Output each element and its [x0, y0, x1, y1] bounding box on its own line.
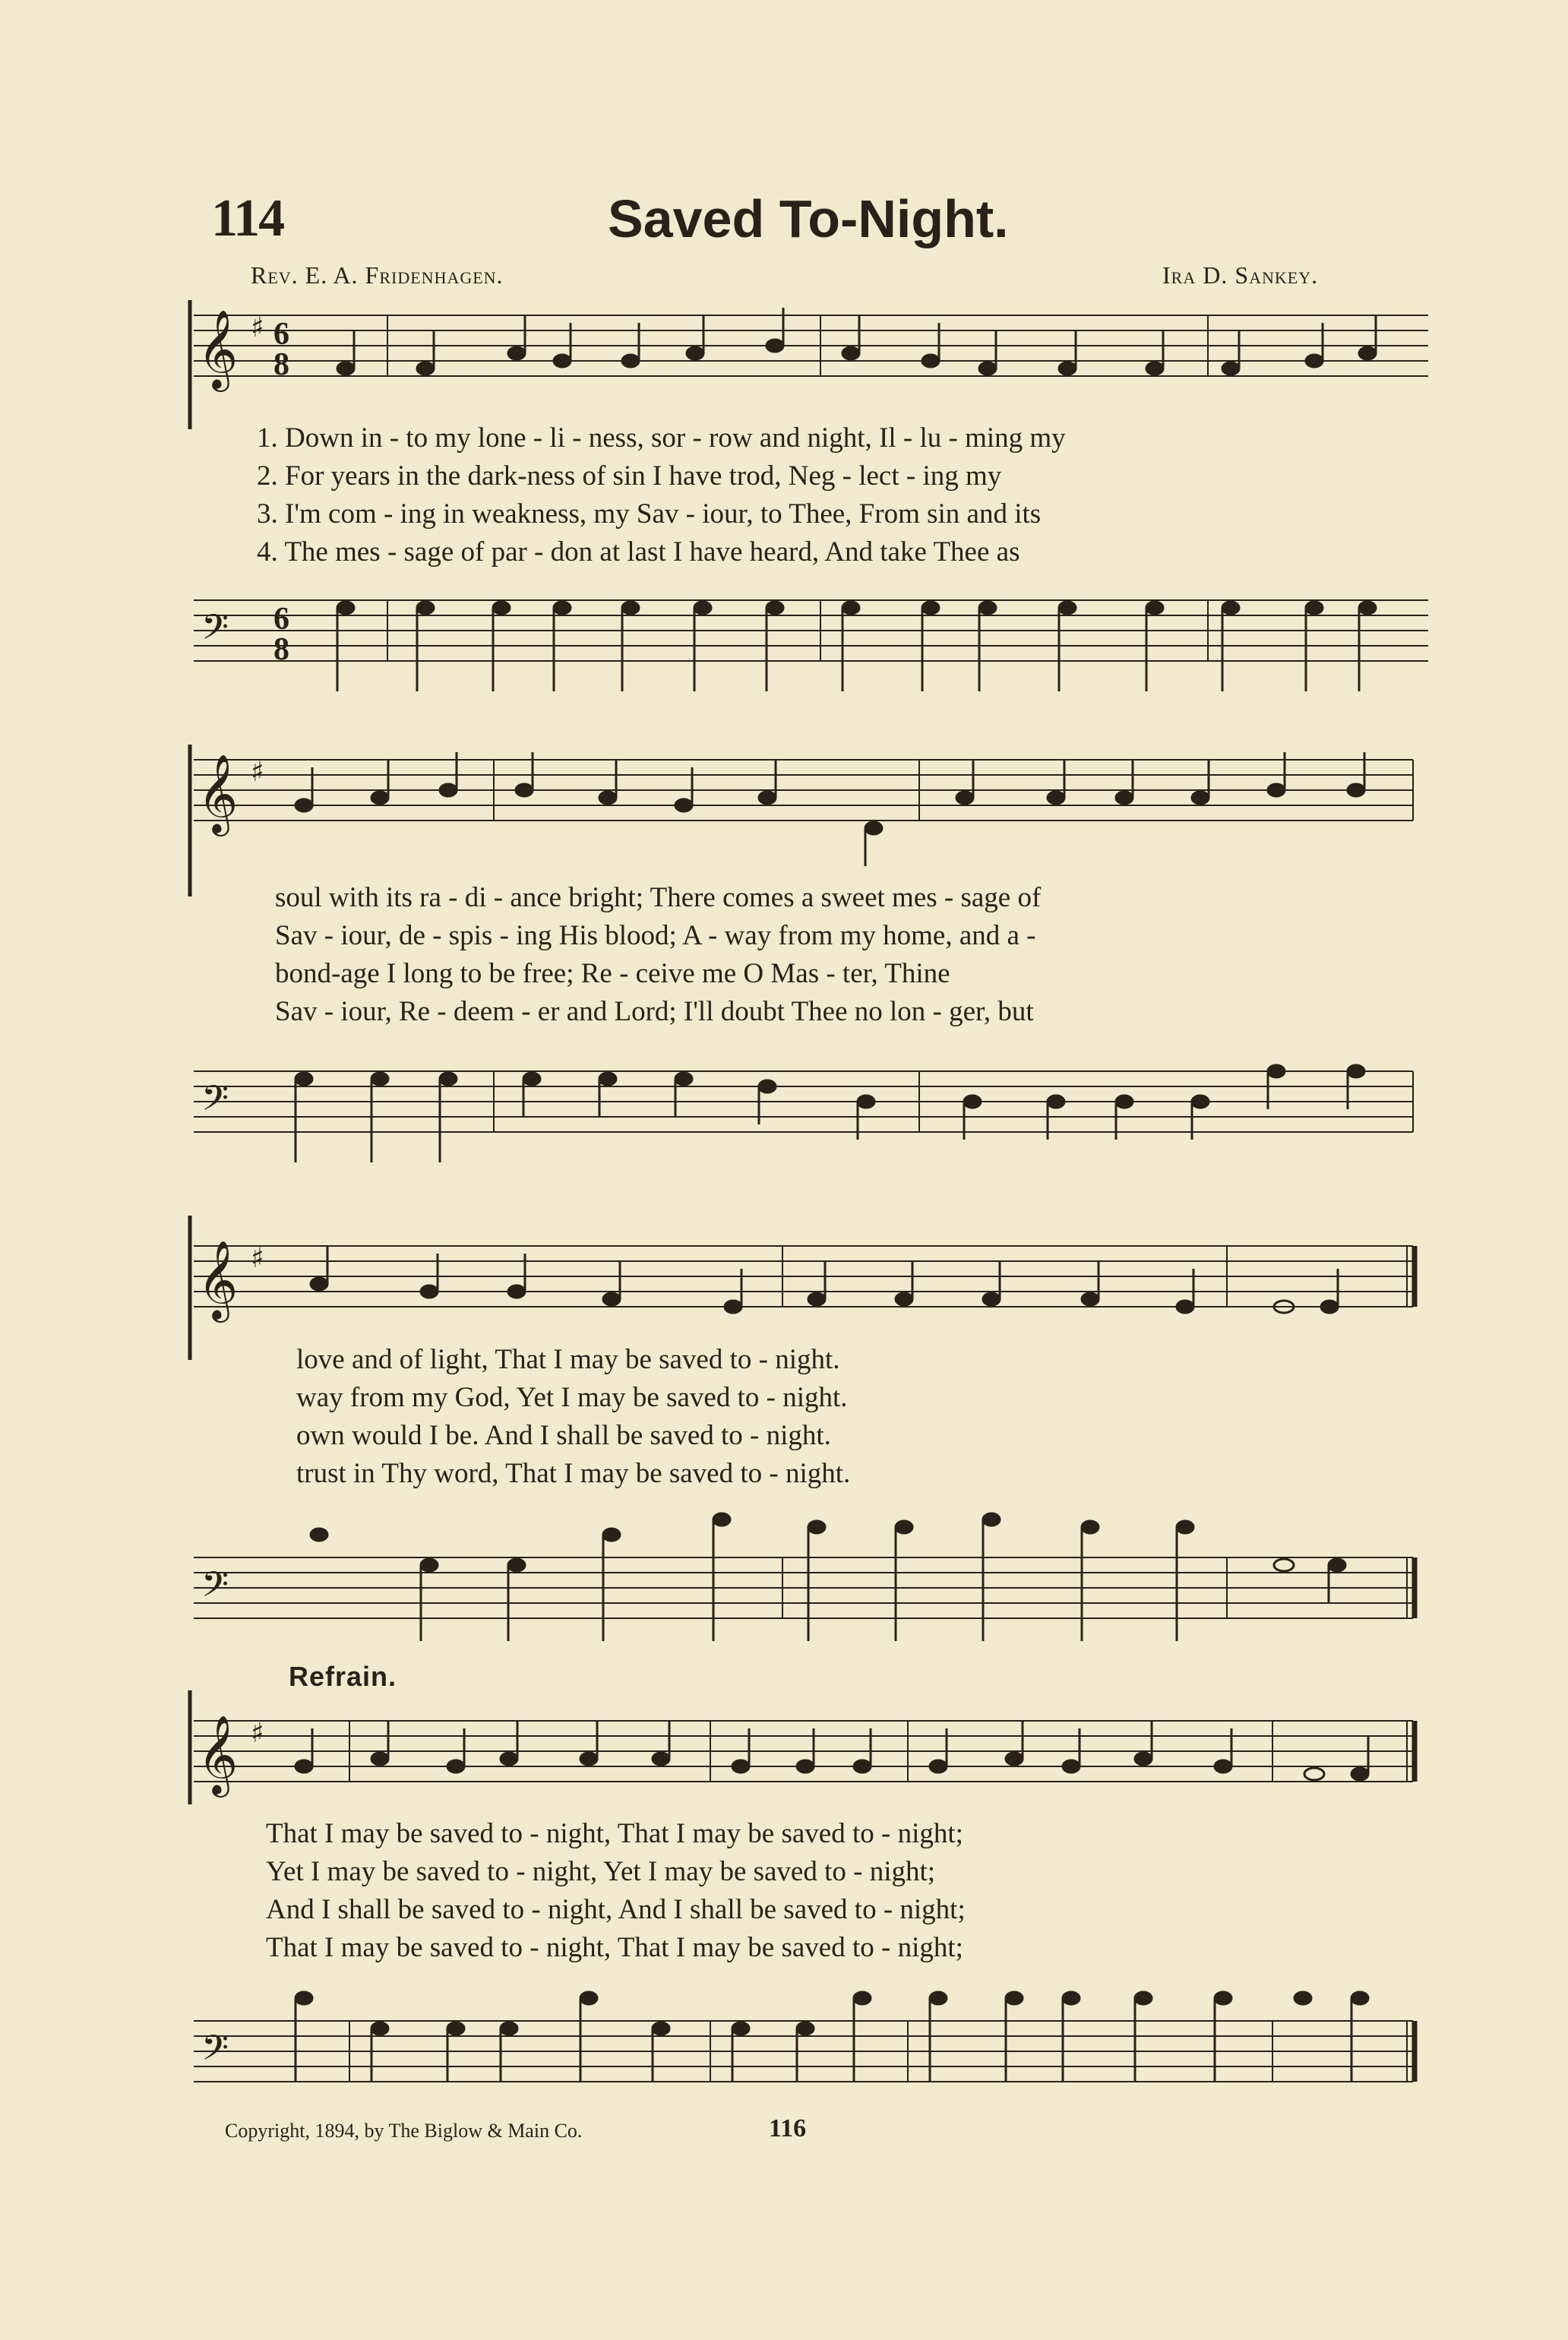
- verse-2-line-3: way from my God, Yet I may be saved to - night.: [296, 1382, 848, 1413]
- svg-text:♯: ♯: [251, 1718, 264, 1749]
- verse-4-line-1: 4. The mes - sage of par - don at last I have heard, And take Thee as: [257, 536, 1020, 568]
- verse-4-line-3: trust in Thy word, That I may be saved to - night.: [296, 1458, 851, 1489]
- verse-4-line-2: Sav - iour, Re - deem - er and Lord; I'll doubt Thee no lon - ger, but: [275, 996, 1034, 1027]
- author-credit: Rev. E. A. Fridenhagen.: [251, 261, 504, 289]
- svg-text:𝄢: 𝄢: [201, 1078, 229, 1127]
- svg-text:♯: ♯: [251, 1243, 264, 1274]
- refrain-verse-1: That I may be saved to - night, That I may be saved to - night;: [266, 1818, 963, 1849]
- bass-notes: [311, 1513, 1345, 1641]
- bass-staff-system-1: [0, 585, 1568, 714]
- svg-text:♯: ♯: [251, 757, 264, 788]
- copyright-notice: Copyright, 1894, by The Biglow & Main Co.: [225, 2120, 583, 2142]
- verse-3-line-3: own would I be. And I shall be saved to - night.: [296, 1420, 831, 1451]
- verse-1-line-1: 1. Down in - to my lone - li - ness, sor - row and night, Il - lu - ming my: [257, 422, 1066, 454]
- bass-clef-icon: 𝄢: [201, 607, 229, 656]
- time-sig-bottom: 8: [273, 347, 289, 382]
- svg-text:8: 8: [273, 632, 289, 667]
- bass-staff-system-2: [0, 1056, 1568, 1185]
- refrain-verse-3: And I shall be saved to - night, And I shall be saved to - night;: [266, 1894, 966, 1925]
- bass-notes: [296, 1065, 1364, 1162]
- composer-credit: Ira D. Sankey.: [1162, 261, 1319, 289]
- page-number: 116: [769, 2114, 807, 2142]
- verse-1-line-3: love and of light, That I may be saved to - night.: [296, 1344, 840, 1375]
- treble-staff-system-3: [0, 1216, 1568, 1360]
- svg-text:𝄞: 𝄞: [198, 1240, 239, 1320]
- svg-text:𝄢: 𝄢: [201, 1564, 229, 1614]
- hymn-title: Saved To-Night.: [608, 189, 1009, 248]
- refrain-verse-2: Yet I may be saved to - night, Yet I may be saved to - night;: [266, 1856, 936, 1887]
- hymn-number: 114: [211, 189, 284, 248]
- bass-staff-system-4: [0, 1975, 1568, 2104]
- verse-2-line-2: Sav - iour, de - spis - ing His blood; A - way from my home, and a -: [275, 920, 1036, 951]
- melody-notes: [296, 752, 1364, 866]
- bass-staff-system-3: [0, 1512, 1568, 1649]
- svg-text:𝄞: 𝄞: [198, 1715, 239, 1795]
- refrain-verse-4: That I may be saved to - night, That I may be saved to - night;: [266, 1932, 963, 1963]
- treble-staff-system-4: [0, 1690, 1568, 1804]
- sharp-icon: ♯: [251, 312, 264, 343]
- verse-1-line-2: soul with its ra - di - ance bright; There comes a sweet mes - sage of: [275, 882, 1042, 913]
- refrain-label: Refrain.: [289, 1661, 397, 1692]
- melody-notes: [337, 308, 1376, 375]
- verse-2-line-1: 2. For years in the dark-ness of sin I have trod, Neg - lect - ing my: [257, 460, 1002, 492]
- svg-text:𝄢: 𝄢: [201, 2028, 229, 2077]
- verse-3-line-1: 3. I'm com - ing in weakness, my Sav - iour, to Thee, From sin and its: [257, 498, 1042, 530]
- svg-text:6: 6: [273, 602, 289, 637]
- verse-3-line-2: bond-age I long to be free; Re - ceive me O Mas - ter, Thine: [275, 958, 950, 989]
- melody-notes: [311, 1246, 1338, 1313]
- treble-staff-system-2: [0, 745, 1568, 896]
- time-sig-top: 6: [273, 317, 289, 352]
- svg-text:𝄞: 𝄞: [198, 754, 239, 833]
- treble-staff-system-1: [0, 300, 1568, 429]
- treble-clef-icon: 𝄞: [198, 309, 239, 389]
